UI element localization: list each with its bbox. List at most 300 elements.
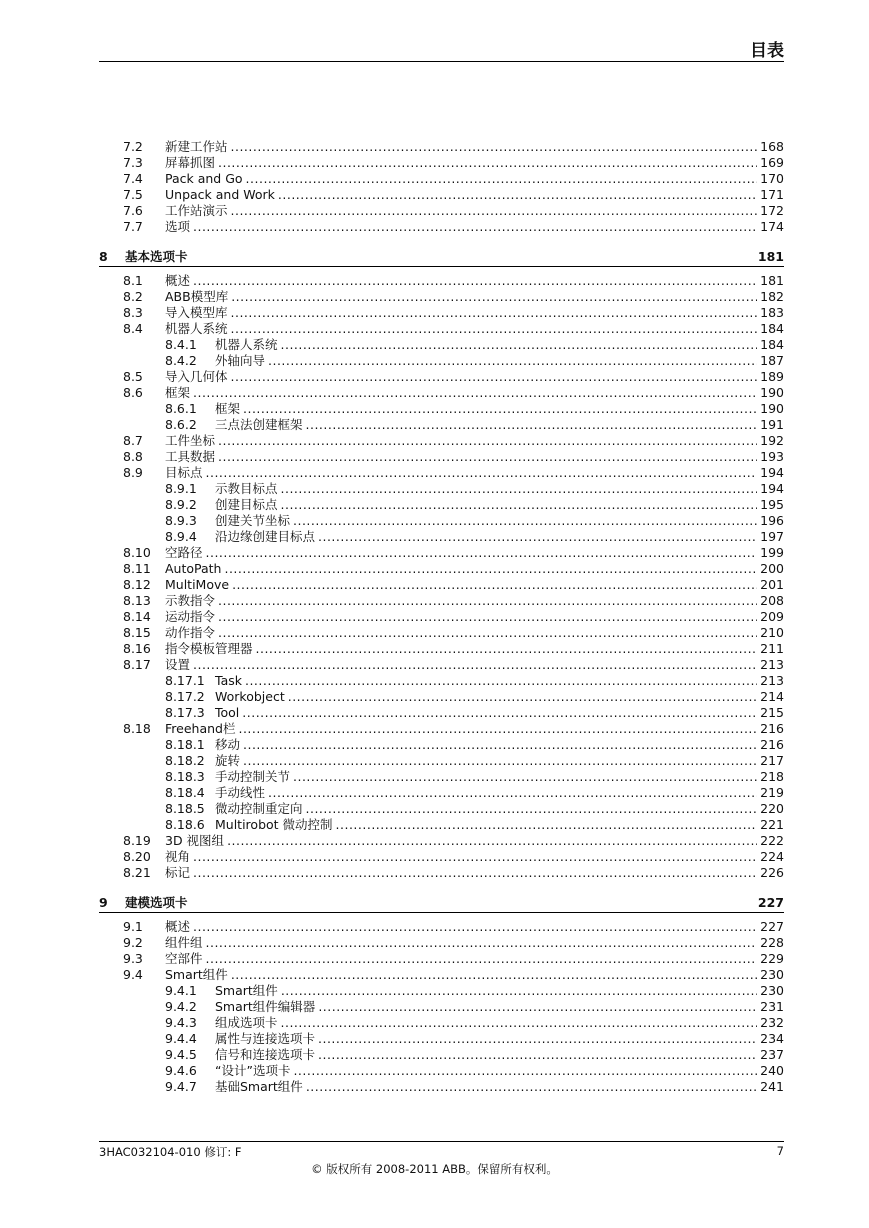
toc-subsection[interactable] (0, 999, 869, 1015)
toc-entry-title: Tool (215, 705, 240, 720)
toc-entry-number: 8.18.1 (165, 737, 205, 752)
toc-entry (215, 481, 784, 497)
toc-subsection[interactable] (0, 337, 869, 353)
toc-entry (215, 673, 784, 689)
toc-entry (165, 577, 784, 593)
toc-entry-number: 9.4.6 (165, 1063, 197, 1078)
toc-entry-title: 机器人系统 (165, 321, 228, 336)
toc-section[interactable] (0, 305, 869, 321)
toc-leader-dots (268, 353, 757, 369)
toc-section[interactable] (0, 865, 869, 881)
toc-entry-page: 169 (760, 155, 784, 170)
toc-entry-title: 标记 (165, 865, 191, 880)
toc-entry (215, 1047, 784, 1063)
toc-entry-number: 8.6 (123, 385, 143, 400)
toc-leader-dots (193, 849, 757, 865)
toc-entry-page: 215 (760, 705, 784, 720)
toc-entry-number: 8.9.3 (165, 513, 197, 528)
toc-entry-number: 8.20 (123, 849, 151, 864)
toc-entry-title: Smart组件 (215, 983, 278, 998)
toc-entry-title: Multirobot 微动控制 (215, 817, 333, 832)
toc-entry-title: ABB模型库 (165, 289, 229, 304)
toc-entry-title: 组件组 (165, 935, 203, 950)
toc-entry-page: 221 (760, 817, 784, 832)
toc-entry-title: 动作指令 (165, 625, 216, 640)
toc-leader-dots (218, 625, 757, 641)
toc-leader-dots (231, 967, 757, 983)
toc-leader-dots (218, 155, 757, 171)
toc-entry-number: 8.4.1 (165, 337, 197, 352)
toc-entry-title: 框架 (215, 401, 241, 416)
toc-leader-dots (206, 465, 758, 481)
toc-entry-page: 184 (760, 337, 784, 352)
toc-entry-title: AutoPath (165, 561, 222, 576)
toc-subsection[interactable] (0, 401, 869, 417)
toc-entry-page: 174 (760, 219, 784, 234)
toc-section[interactable] (0, 833, 869, 849)
toc-entry-title: Pack and Go (165, 171, 243, 186)
toc-entry (165, 203, 784, 219)
toc-leader-dots (238, 721, 757, 737)
toc-section[interactable] (0, 321, 869, 337)
toc-entry-number: 9.4.1 (165, 983, 197, 998)
toc-section[interactable] (0, 289, 869, 305)
toc-entry-title: 概述 (165, 273, 191, 288)
toc-entry-title: MultiMove (165, 577, 230, 592)
toc-entry-number: 9.4.7 (165, 1079, 197, 1094)
toc-entry-page: 187 (760, 353, 784, 368)
toc-subsection[interactable] (0, 753, 869, 769)
toc-section[interactable] (0, 203, 869, 219)
toc-entry-title: 创建目标点 (215, 497, 278, 512)
toc-entry-title: 微动控制重定向 (215, 801, 303, 816)
toc-entry-page: 200 (760, 561, 784, 576)
toc-entry (165, 449, 784, 465)
toc-leader-dots (231, 289, 757, 305)
toc-entry (165, 385, 784, 401)
toc-entry-page: 214 (760, 689, 784, 704)
toc-entry-number: 7.7 (123, 219, 143, 234)
toc-entry-title: 基础Smart组件 (215, 1079, 303, 1094)
toc-leader-dots (281, 983, 757, 999)
toc-entry-number: 8.9.1 (165, 481, 197, 496)
toc-leader-dots (293, 1063, 757, 1079)
toc-entry-page: 234 (760, 1031, 784, 1046)
toc-section[interactable] (0, 449, 869, 465)
toc-leader-dots (193, 657, 757, 673)
toc-leader-dots (306, 1079, 757, 1095)
toc-entry-title: 机器人系统 (215, 337, 278, 352)
toc-entry-page: 220 (760, 801, 784, 816)
toc-entry-number: 8.16 (123, 641, 151, 656)
toc-entry (165, 609, 784, 625)
toc-leader-dots (224, 561, 757, 577)
toc-section[interactable] (0, 187, 869, 203)
toc-chapter-page: 181 (757, 249, 784, 264)
toc-entry (165, 833, 784, 849)
toc-entry-number: 8.6.2 (165, 417, 197, 432)
toc-leader-dots (218, 609, 757, 625)
toc-entry-page: 230 (760, 983, 784, 998)
toc-section[interactable] (0, 609, 869, 625)
toc-entry-number: 8.17 (123, 657, 151, 672)
toc-entry (165, 273, 784, 289)
toc-subsection[interactable] (0, 1031, 869, 1047)
toc-entry-number: 8.17.1 (165, 673, 205, 688)
toc-entry-number: 8.17.3 (165, 705, 205, 720)
toc-entry-title: 手动控制关节 (215, 769, 291, 784)
toc-entry-title: 工具数据 (165, 449, 216, 464)
toc-subsection[interactable] (0, 417, 869, 433)
toc-leader-dots (231, 203, 758, 219)
toc-leader-dots (243, 401, 757, 417)
toc-entry (165, 139, 784, 155)
toc-entry-title: 属性与连接选项卡 (215, 1031, 316, 1046)
toc-entry-page: 241 (760, 1079, 784, 1094)
toc-entry-page: 228 (760, 935, 784, 950)
toc-section[interactable] (0, 273, 869, 289)
toc-leader-dots (318, 1047, 757, 1063)
toc-entry-page: 230 (760, 967, 784, 982)
toc-entry-title: Task (215, 673, 242, 688)
chapter-rule (99, 266, 784, 267)
toc-entry-number: 8.18.6 (165, 817, 205, 832)
toc-entry (165, 545, 784, 561)
toc-chapter[interactable] (0, 895, 869, 911)
toc-entry-page: 210 (760, 625, 784, 640)
toc-entry-number: 9.1 (123, 919, 143, 934)
toc-entry-number: 7.6 (123, 203, 143, 218)
toc-leader-dots (281, 481, 758, 497)
toc-entry-title: 屏幕抓图 (165, 155, 216, 170)
footer-rule (99, 1141, 784, 1142)
toc-section[interactable] (0, 369, 869, 385)
toc-leader-dots (318, 1031, 757, 1047)
toc-leader-dots (193, 385, 757, 401)
toc-entry-number: 8.9 (123, 465, 143, 480)
toc-section[interactable] (0, 919, 869, 935)
toc-section[interactable] (0, 625, 869, 641)
toc-subsection[interactable] (0, 737, 869, 753)
toc-entry-title: 选项 (165, 219, 191, 234)
toc-subsection[interactable] (0, 1047, 869, 1063)
toc-entry (215, 353, 784, 369)
toc-subsection[interactable] (0, 513, 869, 529)
toc-entry-page: 183 (760, 305, 784, 320)
toc-entry (165, 561, 784, 577)
toc-entry (215, 513, 784, 529)
toc-entry-title: 旋转 (215, 753, 241, 768)
toc-subsection[interactable] (0, 705, 869, 721)
toc-leader-dots (193, 273, 757, 289)
toc-leader-dots (256, 641, 758, 657)
toc-entry-page: 240 (760, 1063, 784, 1078)
toc-section[interactable] (0, 465, 869, 481)
toc-section[interactable] (0, 721, 869, 737)
toc-leader-dots (306, 801, 758, 817)
toc-subsection[interactable] (0, 497, 869, 513)
toc-entry-number: 9.4.5 (165, 1047, 197, 1062)
toc-chapter-number: 8 (99, 249, 108, 264)
toc-section[interactable] (0, 171, 869, 187)
toc-entry-title: 空路径 (165, 545, 203, 560)
toc-entry-page: 184 (760, 321, 784, 336)
toc-entry-number: 9.2 (123, 935, 143, 950)
toc-entry-title: “设计”选项卡 (215, 1063, 291, 1078)
toc-entry (215, 999, 784, 1015)
toc-entry-page: 229 (760, 951, 784, 966)
toc-leader-dots (306, 417, 758, 433)
toc-entry (165, 465, 784, 481)
toc-entry-title: Freehand栏 (165, 721, 236, 736)
toc-entry (215, 769, 784, 785)
toc-leader-dots (231, 369, 758, 385)
toc-entry (165, 593, 784, 609)
toc-subsection[interactable] (0, 529, 869, 545)
toc-entry-page: 195 (760, 497, 784, 512)
toc-chapter-page: 227 (757, 895, 784, 910)
toc-subsection[interactable] (0, 785, 869, 801)
toc-entry-page: 197 (760, 529, 784, 544)
toc-entry-title: 示教目标点 (215, 481, 278, 496)
toc-subsection[interactable] (0, 1063, 869, 1079)
toc-entry (165, 155, 784, 171)
toc-entry-page: 171 (760, 187, 784, 202)
toc-section[interactable] (0, 935, 869, 951)
toc-section[interactable] (0, 951, 869, 967)
toc-entry-number: 8.5 (123, 369, 143, 384)
toc-subsection[interactable] (0, 801, 869, 817)
toc-leader-dots (227, 833, 757, 849)
toc-entry-title: Smart组件编辑器 (215, 999, 316, 1014)
toc-leader-dots (281, 337, 758, 353)
toc-entry-number: 8.11 (123, 561, 151, 576)
chapter-rule (99, 912, 784, 913)
toc-entry (215, 337, 784, 353)
toc-entry-page: 226 (760, 865, 784, 880)
toc-entry-title: 运动指令 (165, 609, 216, 624)
toc-entry-title: 导入模型库 (165, 305, 228, 320)
toc-entry (165, 849, 784, 865)
toc-entry-page: 196 (760, 513, 784, 528)
toc-chapter-entry (125, 895, 784, 911)
toc-entry-number: 8.3 (123, 305, 143, 320)
toc-entry-number: 8.18.3 (165, 769, 205, 784)
toc-leader-dots (231, 305, 758, 321)
toc-leader-dots (206, 545, 758, 561)
toc-entry-page: 168 (760, 139, 784, 154)
toc-entry (165, 321, 784, 337)
toc-entry-title: Unpack and Work (165, 187, 275, 202)
header-rule (99, 61, 784, 62)
toc-entry-title: 工件坐标 (165, 433, 216, 448)
toc-entry-page: 189 (760, 369, 784, 384)
toc-subsection[interactable] (0, 481, 869, 497)
toc-entry-title: 创建关节坐标 (215, 513, 291, 528)
toc-entry-page: 201 (760, 577, 784, 592)
toc-entry (215, 753, 784, 769)
toc-entry-page: 213 (760, 657, 784, 672)
toc-entry-page: 216 (760, 721, 784, 736)
toc-leader-dots (336, 817, 758, 833)
toc-entry-page: 218 (760, 769, 784, 784)
toc-entry-page: 224 (760, 849, 784, 864)
toc-section[interactable] (0, 433, 869, 449)
toc-entry-page: 199 (760, 545, 784, 560)
toc-entry-number: 8.19 (123, 833, 151, 848)
toc-entry-number: 8.6.1 (165, 401, 197, 416)
toc-leader-dots (242, 705, 757, 721)
toc-entry (165, 721, 784, 737)
toc-entry-page: 216 (760, 737, 784, 752)
toc-entry-number: 7.5 (123, 187, 143, 202)
toc-entry-number: 7.2 (123, 139, 143, 154)
footer-document-id: 3HAC032104-010 修订: F (99, 1145, 242, 1159)
toc-entry-page: 193 (760, 449, 784, 464)
toc-subsection[interactable] (0, 673, 869, 689)
toc-entry-page: 237 (760, 1047, 784, 1062)
toc-entry-title: 目标点 (165, 465, 203, 480)
toc-entry (165, 433, 784, 449)
toc-entry (165, 369, 784, 385)
toc-chapter-title: 基本选项卡 (125, 249, 188, 264)
toc-entry-title: 指令模板管理器 (165, 641, 253, 656)
toc-entry-page: 182 (760, 289, 784, 304)
toc-entry-number: 8.9.4 (165, 529, 197, 544)
toc-entry (165, 171, 784, 187)
toc-entry-page: 231 (760, 999, 784, 1014)
toc-entry-number: 7.4 (123, 171, 143, 186)
toc-entry-title: 移动 (215, 737, 241, 752)
toc-entry-page: 217 (760, 753, 784, 768)
toc-entry-title: 外轴向导 (215, 353, 266, 368)
toc-entry (165, 919, 784, 935)
toc-entry (165, 305, 784, 321)
toc-entry-title: 三点法创建框架 (215, 417, 303, 432)
toc-entry (215, 497, 784, 513)
toc-section[interactable] (0, 657, 869, 673)
toc-leader-dots (281, 1015, 758, 1031)
footer-page-number: 7 (776, 1144, 784, 1158)
toc-entry (215, 983, 784, 999)
toc-entry-page: 194 (760, 465, 784, 480)
toc-entry-page: 209 (760, 609, 784, 624)
header-title: 目表 (750, 41, 784, 61)
toc-chapter-number: 9 (99, 895, 108, 910)
toc-entry-page: 192 (760, 433, 784, 448)
toc-section[interactable] (0, 219, 869, 235)
toc-section[interactable] (0, 593, 869, 609)
toc-entry-page: 219 (760, 785, 784, 800)
toc-entry (215, 1031, 784, 1047)
toc-entry-page: 190 (760, 385, 784, 400)
toc-leader-dots (245, 673, 757, 689)
toc-subsection[interactable] (0, 1015, 869, 1031)
toc-entry (215, 817, 784, 833)
toc-subsection[interactable] (0, 817, 869, 833)
toc-entry-title: 框架 (165, 385, 191, 400)
toc-entry (165, 935, 784, 951)
toc-entry-page: 194 (760, 481, 784, 496)
toc-entry-number: 9.4.4 (165, 1031, 197, 1046)
toc-subsection[interactable] (0, 353, 869, 369)
toc-entry-title: 空部件 (165, 951, 203, 966)
toc-entry (165, 289, 784, 305)
toc-entry (215, 689, 784, 705)
toc-entry-title: 设置 (165, 657, 191, 672)
toc-entry (215, 801, 784, 817)
toc-subsection[interactable] (0, 983, 869, 999)
toc-entry (215, 529, 784, 545)
toc-subsection[interactable] (0, 769, 869, 785)
toc-section[interactable] (0, 385, 869, 401)
toc-section[interactable] (0, 139, 869, 155)
toc-entry-number: 8.4 (123, 321, 143, 336)
toc-entry (165, 951, 784, 967)
toc-entry-page: 208 (760, 593, 784, 608)
toc-leader-dots (231, 139, 758, 155)
toc-leader-dots (293, 769, 757, 785)
toc-leader-dots (218, 433, 757, 449)
toc-chapter-title: 建模选项卡 (125, 895, 188, 910)
toc-entry-number: 8.10 (123, 545, 151, 560)
toc-entry (215, 737, 784, 753)
toc-entry-number: 8.8 (123, 449, 143, 464)
toc-section[interactable] (0, 545, 869, 561)
toc-subsection[interactable] (0, 689, 869, 705)
toc-subsection[interactable] (0, 1079, 869, 1095)
toc-entry (165, 219, 784, 235)
toc-leader-dots (243, 753, 757, 769)
toc-section[interactable] (0, 577, 869, 593)
toc-entry (215, 785, 784, 801)
toc-entry-title: 示教指令 (165, 593, 216, 608)
toc-section[interactable] (0, 849, 869, 865)
toc-leader-dots (268, 785, 757, 801)
toc-entry-title: 概述 (165, 919, 191, 934)
toc-entry-title: 组成选项卡 (215, 1015, 278, 1030)
toc-leader-dots (218, 449, 757, 465)
toc-leader-dots (318, 529, 757, 545)
toc-entry-page: 172 (760, 203, 784, 218)
toc-entry-page: 191 (760, 417, 784, 432)
toc-section[interactable] (0, 967, 869, 983)
toc-entry-number: 8.7 (123, 433, 143, 448)
toc-entry-title: Smart组件 (165, 967, 228, 982)
toc-entry-page: 213 (760, 673, 784, 688)
toc-leader-dots (206, 935, 758, 951)
toc-section[interactable] (0, 641, 869, 657)
toc-entry (165, 657, 784, 673)
toc-entry-number: 8.18.5 (165, 801, 205, 816)
toc-entry-title: 导入几何体 (165, 369, 228, 384)
toc-section[interactable] (0, 561, 869, 577)
toc-entry-page: 222 (760, 833, 784, 848)
toc-entry-number: 8.9.2 (165, 497, 197, 512)
toc-chapter-entry (125, 249, 784, 265)
toc-chapter[interactable] (0, 249, 869, 265)
toc-entry (165, 865, 784, 881)
toc-section[interactable] (0, 155, 869, 171)
toc-entry-number: 8.2 (123, 289, 143, 304)
toc-entry-number: 8.1 (123, 273, 143, 288)
toc-entry (165, 967, 784, 983)
toc-entry-page: 190 (760, 401, 784, 416)
toc-entry-number: 8.12 (123, 577, 151, 592)
toc-entry-number: 8.4.2 (165, 353, 197, 368)
toc-entry-number: 8.18 (123, 721, 151, 736)
toc-leader-dots (193, 919, 757, 935)
